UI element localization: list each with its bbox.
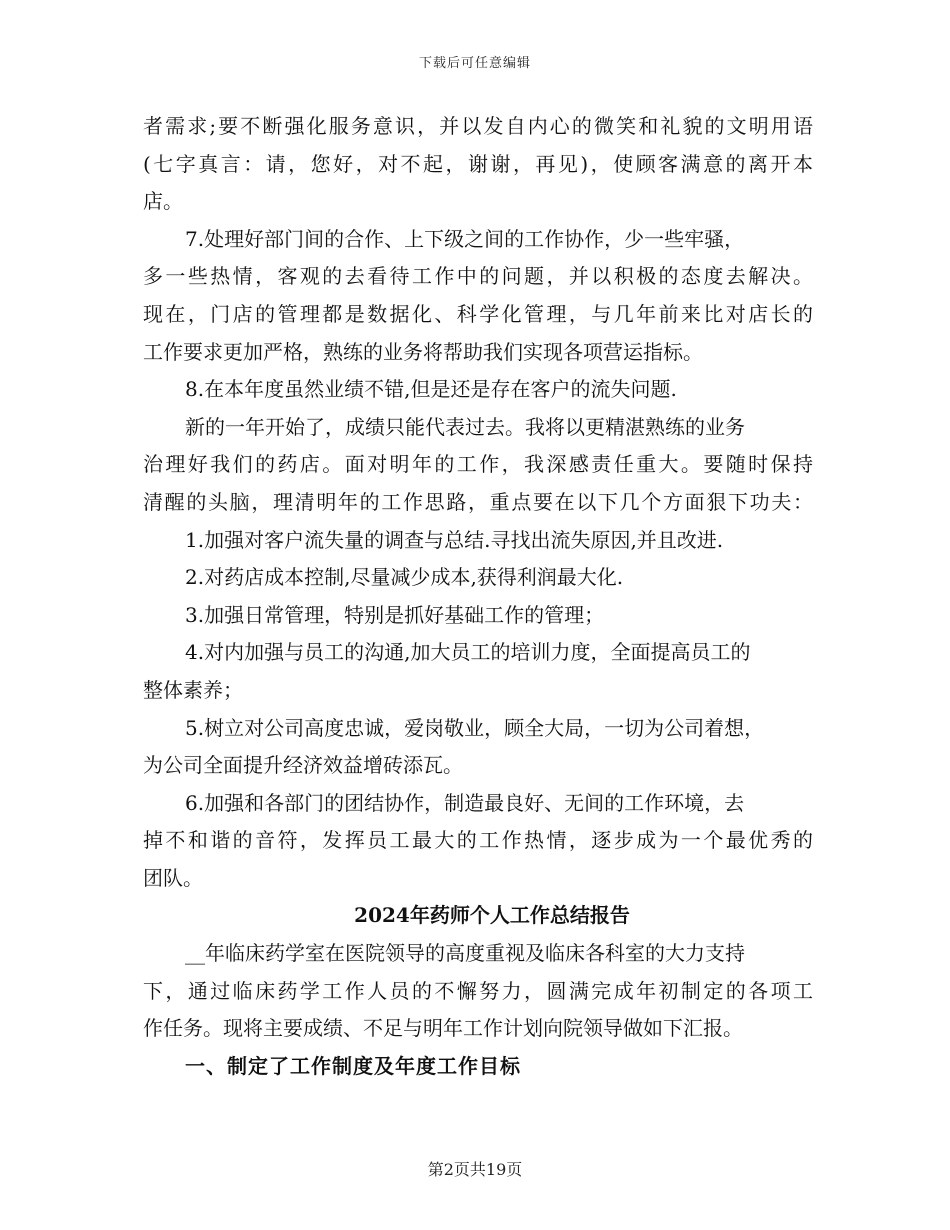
list-item: 5.树立对公司高度忠诚，爱岗敬业，顾全大局，一切为公司着想， [185, 715, 765, 740]
page-number: 第2页共19页 [427, 1160, 523, 1179]
paragraph-line: 多一些热情，客观的去看待工作中的问题，并以积极的态度去解决。 [143, 264, 813, 289]
paragraph-line: __年临床药学室在医院领导的高度重视及临床各科室的大力支持 [185, 941, 745, 966]
paragraph-line: 新的一年开始了，成绩只能代表过去。我将以更精湛熟练的业务 [185, 414, 745, 439]
list-item-continuation: 整体素养； [143, 677, 243, 702]
section-title: 2024年药师个人工作总结报告 [354, 903, 630, 928]
paragraph-line: 工作要求更加严格，熟练的业务将帮助我们实现各项营运指标。 [143, 339, 703, 364]
list-item: 1.加强对客户流失量的调查与总结.寻找出流失原因,并且改进. [185, 527, 724, 552]
paragraph-line: 治理好我们的药店。面对明年的工作，我深感责任重大。要随时保持 [143, 452, 813, 477]
list-item: 2.对药店成本控制,尽量减少成本,获得利润最大化. [185, 565, 624, 590]
paragraph-line: 现在，门店的管理都是数据化、科学化管理，与几年前来比对店长的 [143, 301, 813, 326]
page-header: 下载后可任意编辑 [418, 56, 531, 71]
document-body [143, 108, 813, 1085]
list-item-continuation: 掉不和谐的音符，发挥员工最大的工作热情，逐步成为一个最优秀的 [143, 828, 813, 853]
paragraph-line: 7.处理好部门间的合作、上下级之间的工作协作，少一些牢骚， [185, 226, 745, 251]
list-item: 6.加强和各部门的团结协作，制造最良好、无间的工作环境，去 [185, 790, 745, 815]
list-item: 3.加强日常管理，特别是抓好基础工作的管理； [185, 602, 605, 627]
list-item-continuation: 为公司全面提升经济效益增砖添瓦。 [143, 753, 463, 778]
paragraph-line: 作任务。现将主要成绩、不足与明年工作计划向院领导做如下汇报。 [143, 1016, 743, 1041]
list-item: 4.对内加强与员工的沟通,加大员工的培训力度，全面提高员工的 [185, 640, 751, 665]
paragraph-line: (七字真言：请，您好，对不起，谢谢，再见)，使顾客满意的离开本 [143, 151, 813, 176]
paragraph-line: 者需求;要不断强化服务意识，并以发自内心的微笑和礼貌的文明用语 [143, 114, 813, 138]
list-item-continuation: 团队。 [143, 865, 203, 890]
paragraph-line: 清醒的头脑，理清明年的工作思路，重点要在以下几个方面狠下功夫： [143, 489, 813, 514]
paragraph-line: 8.在本年度虽然业绩不错,但是还是存在客户的流失问题. [185, 377, 677, 402]
paragraph-line: 下，通过临床药学工作人员的不懈努力，圆满完成年初制定的各项工 [143, 978, 813, 1003]
paragraph-line: 店。 [143, 189, 183, 214]
section-heading: 一、制定了工作制度及年度工作目标 [185, 1053, 521, 1078]
